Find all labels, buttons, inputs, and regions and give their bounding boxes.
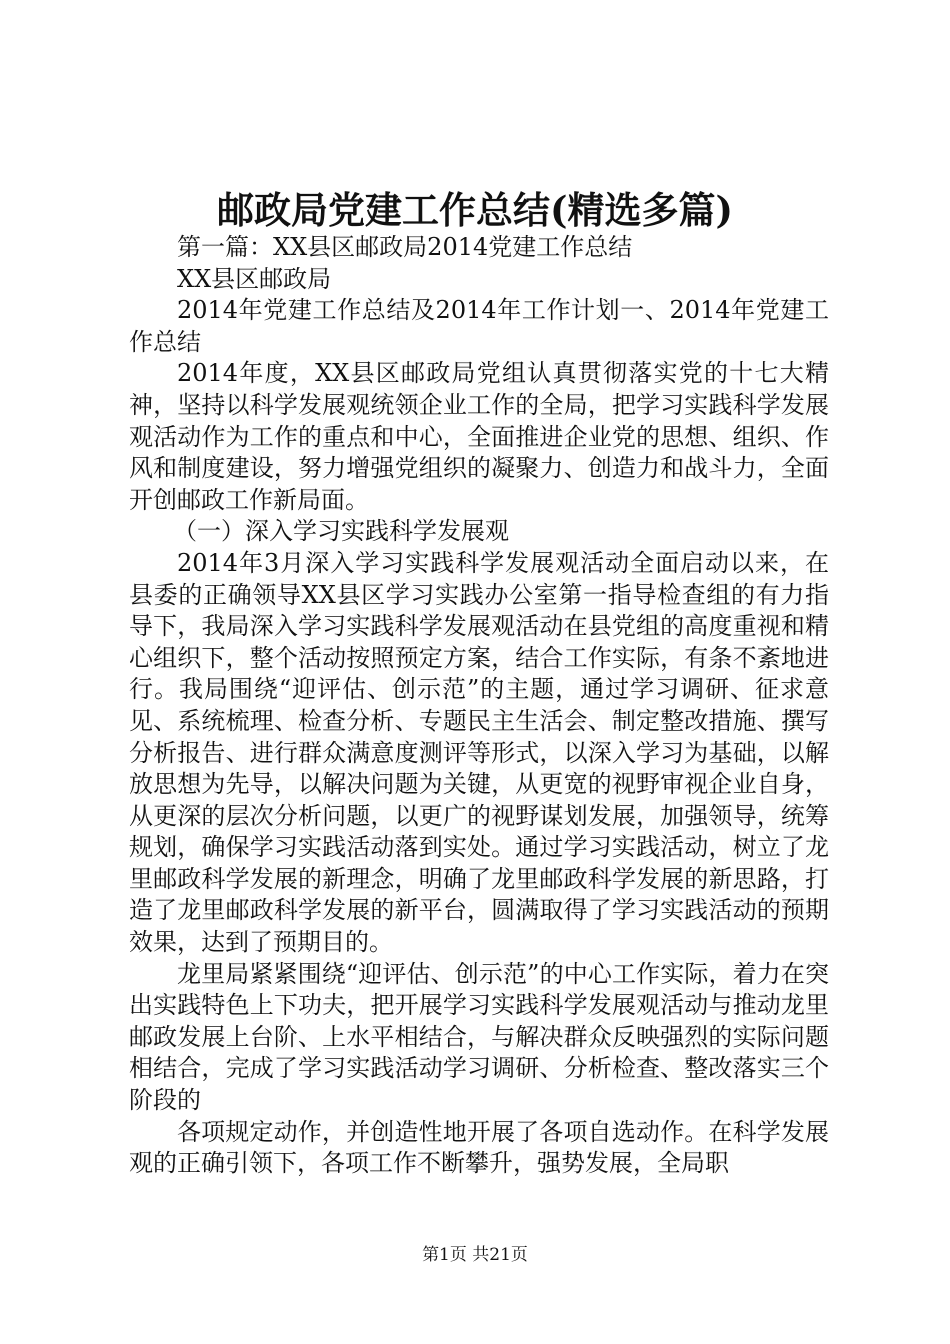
- body-paragraph: 2014年3月深入学习实践科学发展观活动全面启动以来，在县委的正确领导XX县区学习实践办公室第一指导检查组的有力指导下，我局深入学习实践科学发展观活动在县党组的高度重视和精心组织下，整个活动按照预定方案，结合工作实际，有条不紊地进行。我局围绕“迎评估、创示范”的主题，通过学习调研、征求意见、系统梳理、检查分析、专题民主生活会、制定整改措施、撰写分析报告、进行群众满意度测评等形式，以深入学习为基础，以解放思想为先导，以解决问题为关键，从更宽的视野审视企业自身，从更深的层次分析问题，以更广的视野谋划发展，加强领导，统筹规划，确保学习实践活动落到实处。通过学习实践活动，树立了龙里邮政科学发展的新理念，明确了龙里邮政科学发展的新思路，打造了龙里邮政科学发展的新平台，圆满取得了学习实践活动的预期效果，达到了预期目的。: [129, 548, 829, 957]
- document-title: 邮政局党建工作总结(精选多篇): [216, 188, 733, 232]
- page-number-footer: 第1页 共21页: [422, 1245, 528, 1265]
- body-paragraph: 各项规定动作，并创造性地开展了各项自选动作。在科学发展观的正确引领下，各项工作不断攀升，强势发展，全局职: [129, 1117, 829, 1178]
- section-heading: （一）深入学习实践科学发展观: [173, 517, 509, 546]
- organization-line: XX县区邮政局: [177, 264, 332, 293]
- chapter-heading: 第一篇：XX县区邮政局2014党建工作总结: [177, 233, 633, 261]
- body-paragraph: 2014年度，XX县区邮政局党组认真贯彻落实党的十七大精神，坚持以科学发展观统领企业工作的全局，把学习实践科学发展观活动作为工作的重点和中心，全面推进企业党的思想、组织、作风和制度建设，努力增强党组织的凝聚力、创造力和战斗力，全面开创邮政工作新局面。: [129, 359, 829, 514]
- document-body: [129, 232, 829, 1180]
- body-paragraph: 龙里局紧紧围绕“迎评估、创示范”的中心工作实际，着力在突出实践特色上下功夫，把开展学习实践科学发展观活动与推动龙里邮政发展上台阶、上水平相结合，与解决群众反映强烈的实际问题相结合，完成了学习实践活动学习调研、分析检查、整改落实三个阶段的: [129, 959, 829, 1115]
- report-subtitle: 2014年党建工作总结及2014年工作计划一、2014年党建工作总结: [129, 296, 829, 356]
